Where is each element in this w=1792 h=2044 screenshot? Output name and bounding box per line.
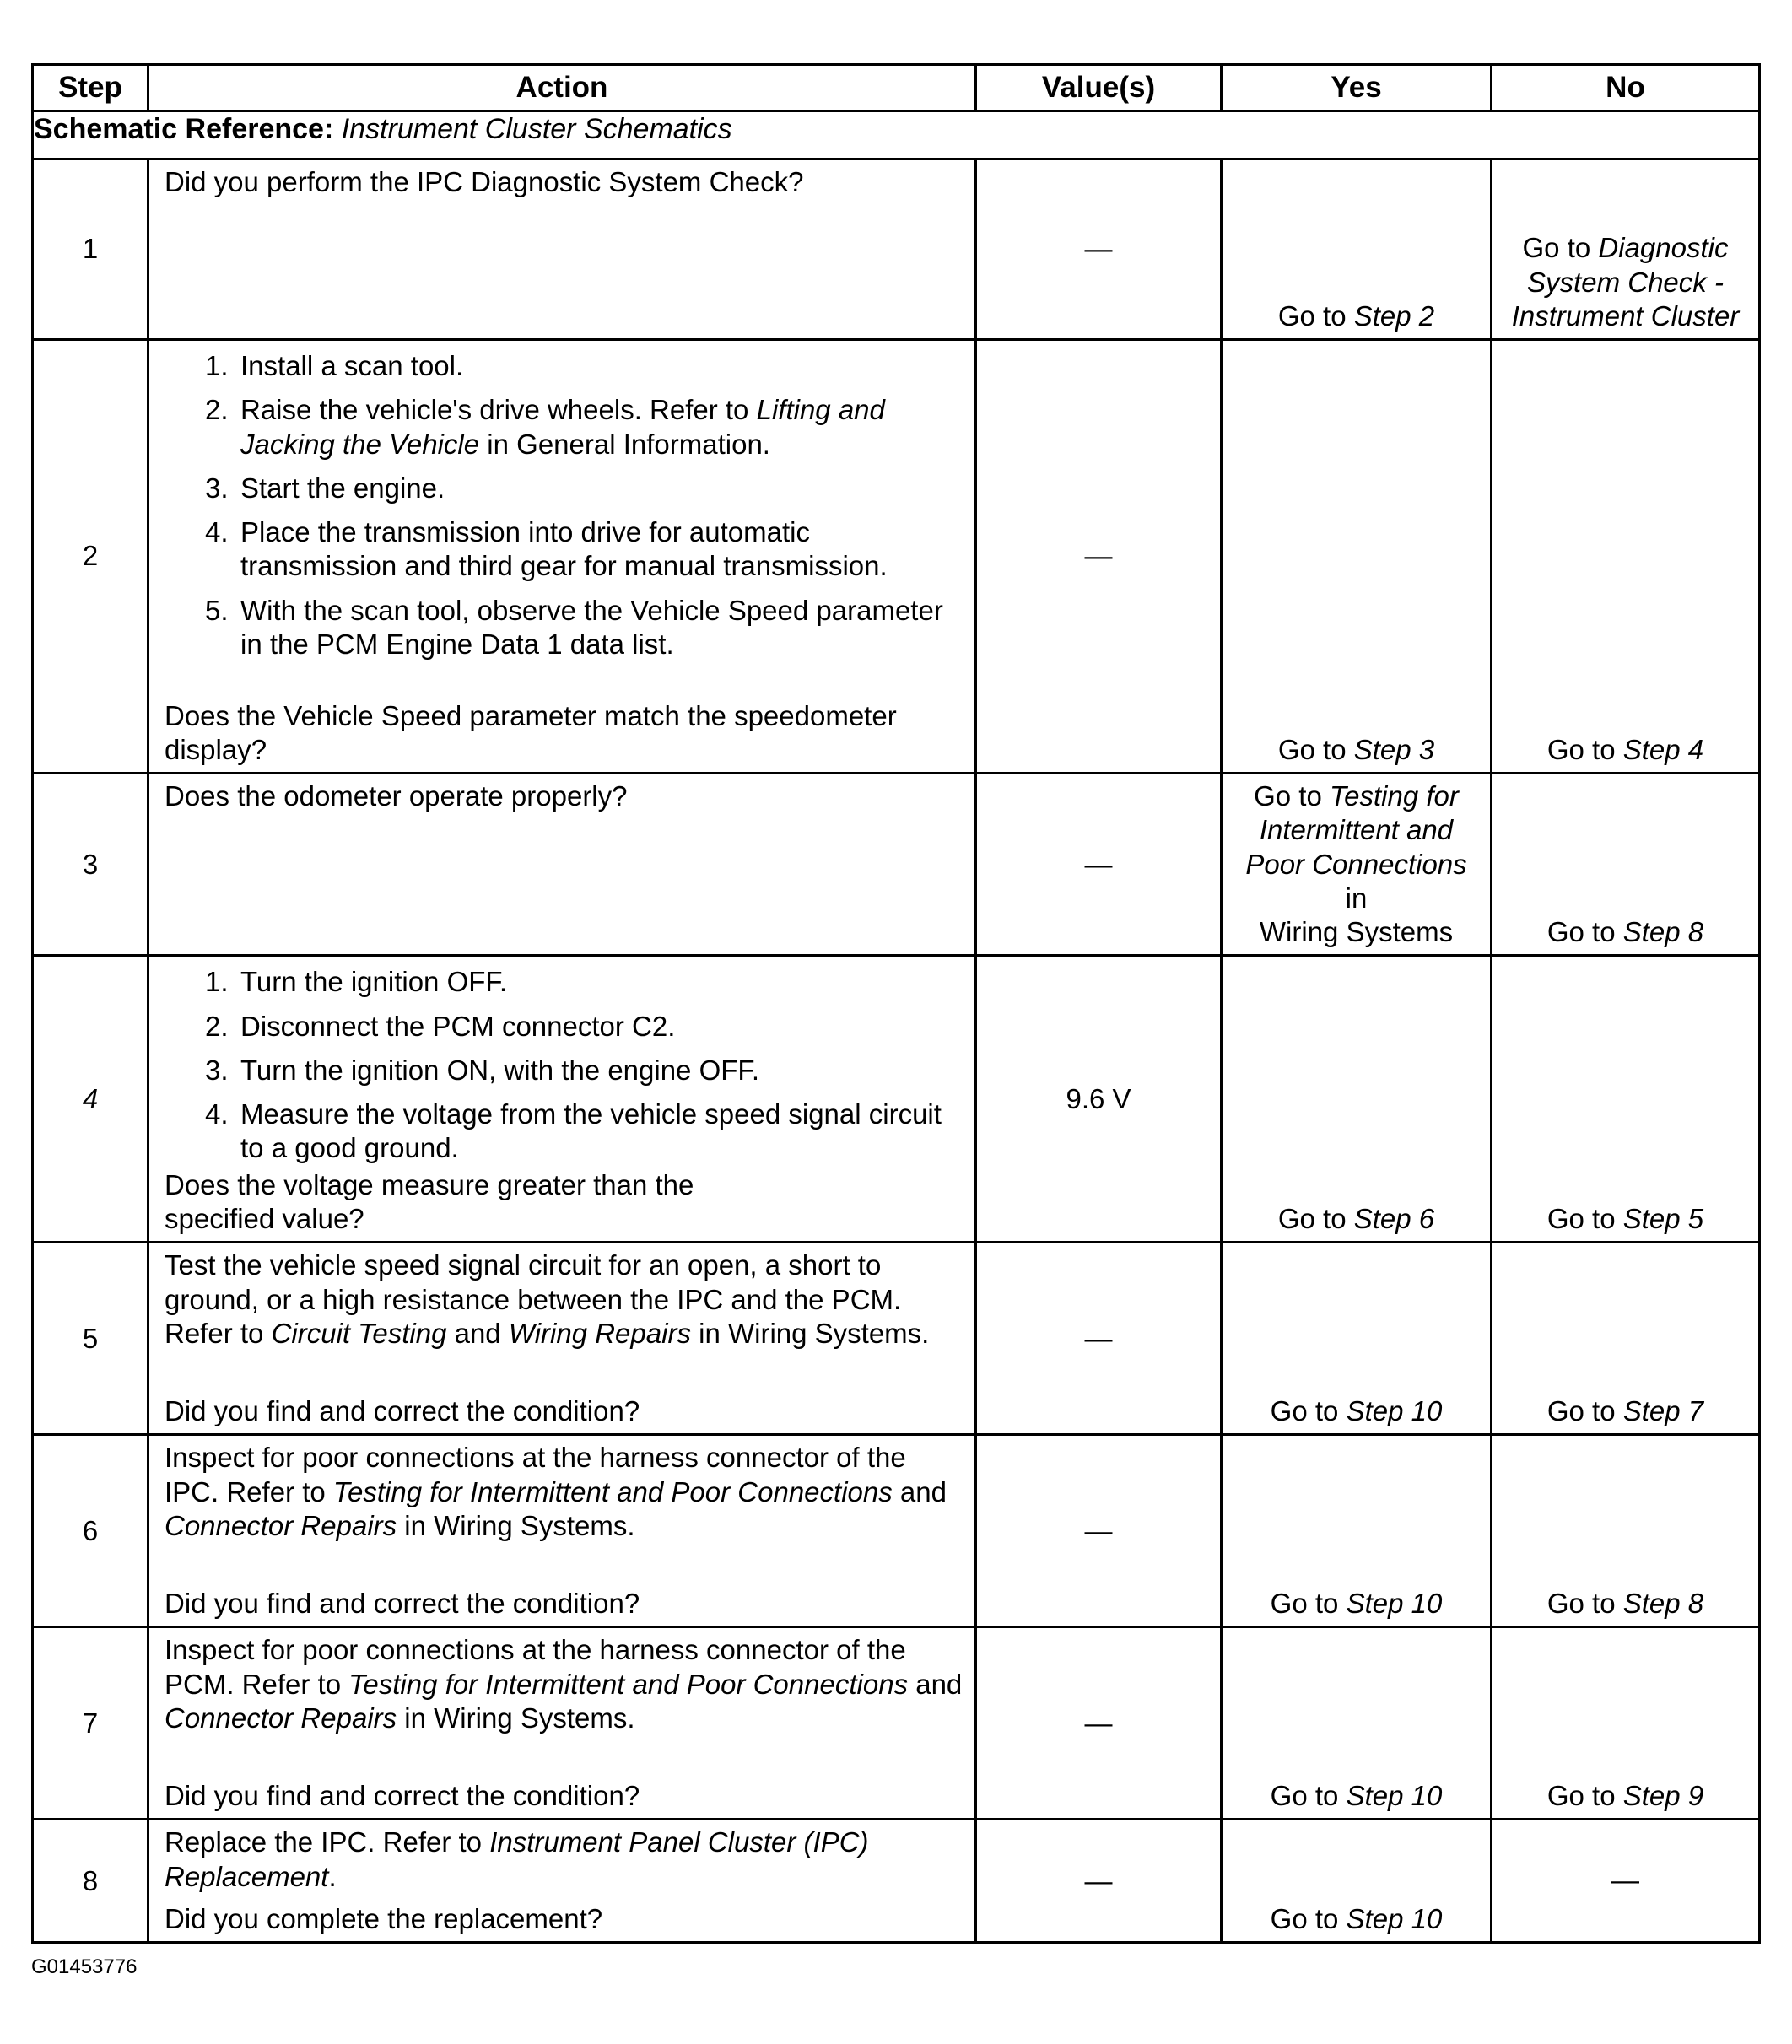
instruction-text: and — [892, 1475, 947, 1507]
yes-prefix: Go to — [1277, 1203, 1354, 1234]
list-item — [205, 965, 963, 999]
no-cell — [1492, 956, 1760, 1243]
value-cell: — — [976, 1627, 1222, 1820]
no-link[interactable]: Diagnostic System Check - Instrument Cluster — [1511, 232, 1740, 332]
item-number: 3. — [205, 1054, 229, 1086]
item-text: Disconnect the PCM connector C2. — [240, 1010, 676, 1042]
item-text-post: in General Information. — [479, 428, 770, 460]
action-instruction — [165, 1441, 963, 1543]
yes-cell — [1222, 1435, 1492, 1627]
item-number: 2. — [205, 1010, 229, 1042]
yes-link[interactable]: Step 10 — [1346, 1903, 1443, 1934]
action-question: Did you find and correct the condition? — [165, 1588, 640, 1619]
list-item — [205, 594, 963, 662]
item-text: Measure the voltage from the vehicle speed signal circuit to a good ground. — [240, 1098, 942, 1164]
yes-cell — [1222, 774, 1492, 956]
no-cell — [1492, 340, 1760, 774]
table-row — [33, 1243, 1760, 1435]
action-question: Does the odometer operate properly? — [165, 780, 628, 812]
diagnostic-table — [31, 63, 1761, 1944]
action-steps — [165, 965, 963, 1165]
yes-cell — [1222, 340, 1492, 774]
step-number: 5 — [33, 1243, 148, 1435]
instruction-reference-link[interactable]: Testing for Intermittent and Poor Connections — [348, 1668, 909, 1700]
item-number: 1. — [205, 350, 229, 381]
item-number: 5. — [205, 594, 229, 626]
table-row — [33, 956, 1760, 1243]
step-number: 7 — [33, 1627, 148, 1820]
value-cell: — — [976, 340, 1222, 774]
item-text: With the scan tool, observe the Vehicle Speed parameter in the PCM Engine Data 1 data list. — [240, 594, 943, 660]
item-reference-link[interactable]: Lifting and Jacking the Vehicle — [240, 394, 885, 460]
action-cell — [148, 159, 976, 340]
instruction-text: in Wiring Systems. — [397, 1509, 635, 1541]
instruction-text: in Wiring Systems. — [690, 1317, 930, 1349]
instruction-reference-link[interactable]: Testing for Intermittent and Poor Connections — [332, 1475, 893, 1507]
instruction-text: in Wiring Systems. — [397, 1702, 635, 1734]
action-steps — [165, 349, 963, 661]
no-link[interactable]: Step 4 — [1622, 733, 1704, 765]
yes-link[interactable]: Testing for Intermittent and Poor Connections — [1245, 780, 1467, 880]
list-item — [205, 393, 963, 461]
list-item — [205, 349, 963, 383]
action-cell — [148, 340, 976, 774]
instruction-reference-link[interactable]: Instrument Panel Cluster (IPC) Replacement — [165, 1826, 869, 1892]
table-row — [33, 1820, 1760, 1943]
no-prefix: Go to — [1546, 1203, 1623, 1234]
schematic-reference-label: Schematic Reference: — [34, 113, 334, 145]
action-cell — [148, 1627, 976, 1820]
yes-prefix: Go to — [1270, 1588, 1347, 1619]
instruction-reference-link[interactable]: Connector Repairs — [165, 1509, 397, 1541]
yes-link[interactable]: Step 2 — [1353, 299, 1435, 332]
action-cell — [148, 1435, 976, 1627]
action-question: Does the voltage measure greater than the specified value? — [165, 1168, 694, 1234]
action-cell — [148, 774, 976, 956]
no-prefix: Go to — [1546, 916, 1623, 947]
instruction-text: Replace the IPC. Refer to — [165, 1826, 490, 1858]
schematic-reference-link[interactable]: Instrument Cluster Schematics — [341, 113, 732, 145]
list-item — [205, 1054, 963, 1087]
header-yes: Yes — [1222, 65, 1492, 111]
instruction-reference-link[interactable]: Wiring Repairs — [508, 1317, 691, 1349]
action-question: Did you find and correct the condition? — [165, 1395, 640, 1426]
table-row — [33, 1627, 1760, 1820]
item-number: 3. — [205, 472, 229, 504]
table-row — [33, 1435, 1760, 1627]
instruction-reference-link[interactable]: Circuit Testing — [271, 1317, 447, 1349]
table-row — [33, 340, 1760, 774]
action-cell — [148, 1820, 976, 1943]
yes-prefix: Go to — [1270, 1903, 1347, 1934]
instruction-text: Inspect for poor connections at the harness connector of the IPC. Refer to — [165, 1442, 906, 1507]
yes-prefix: Go to — [1270, 1780, 1347, 1811]
no-link[interactable]: Step 9 — [1622, 1780, 1704, 1811]
yes-cell — [1222, 956, 1492, 1243]
instruction-text: and — [446, 1317, 509, 1349]
action-question: Did you perform the IPC Diagnostic System Check? — [165, 166, 804, 197]
table-row — [33, 159, 1760, 340]
yes-cell — [1222, 1820, 1492, 1943]
header-row — [33, 65, 1760, 111]
yes-link[interactable]: Step 3 — [1353, 733, 1435, 765]
instruction-text: Inspect for poor connections at the harness connector of the PCM. Refer to — [165, 1634, 906, 1700]
no-link[interactable]: Step 8 — [1622, 1588, 1704, 1619]
item-text: Install a scan tool. — [240, 350, 464, 381]
yes-connector: in — [1345, 882, 1368, 914]
action-question: Did you complete the replacement? — [165, 1903, 603, 1934]
list-item — [205, 1098, 963, 1166]
action-cell — [148, 956, 976, 1243]
list-item — [205, 1010, 963, 1044]
yes-cell — [1222, 159, 1492, 340]
action-instruction — [165, 1826, 963, 1894]
instruction-text: Test the vehicle speed signal circuit for an open, a short to ground, or a high resistance between the IPC and the PCM. Refer to — [165, 1249, 902, 1349]
yes-link[interactable]: Step 6 — [1353, 1203, 1435, 1234]
no-link[interactable]: Step 7 — [1622, 1395, 1704, 1426]
no-prefix: Go to — [1546, 733, 1623, 765]
figure-id: G01453776 — [31, 1955, 138, 1978]
action-question: Does the Vehicle Speed parameter match the speedometer display? — [165, 699, 897, 765]
yes-link[interactable]: Step 10 — [1346, 1395, 1443, 1426]
value-cell: — — [976, 774, 1222, 956]
no-prefix: Go to — [1546, 1780, 1623, 1811]
item-text: Place the transmission into drive for automatic transmission and third gear for manual transmission. — [240, 516, 888, 582]
yes-cell — [1222, 1243, 1492, 1435]
item-number: 4. — [205, 1098, 229, 1130]
instruction-reference-link[interactable]: Connector Repairs — [165, 1702, 397, 1734]
yes-cell — [1222, 1627, 1492, 1820]
action-instruction — [165, 1633, 963, 1735]
item-text: Turn the ignition OFF. — [240, 966, 508, 998]
value-cell: — — [976, 1820, 1222, 1943]
yes-link[interactable]: Step 10 — [1346, 1780, 1443, 1811]
step-number: 8 — [33, 1820, 148, 1943]
no-prefix: Go to — [1546, 1588, 1623, 1619]
no-cell — [1492, 1627, 1760, 1820]
item-number: 4. — [205, 516, 229, 547]
action-question: Did you find and correct the condition? — [165, 1780, 640, 1811]
yes-suffix: Wiring Systems — [1259, 916, 1454, 947]
header-no: No — [1492, 65, 1760, 111]
no-link[interactable]: Step 8 — [1622, 916, 1704, 947]
no-link[interactable]: Step 5 — [1622, 1203, 1704, 1234]
item-text: Start the engine. — [240, 472, 445, 504]
no-cell: — — [1492, 1820, 1760, 1943]
item-text-pre: Raise the vehicle's drive wheels. Refer to — [240, 394, 757, 426]
header-action: Action — [148, 65, 976, 111]
no-cell — [1492, 1435, 1760, 1627]
table-row — [33, 774, 1760, 956]
action-instruction — [165, 1249, 963, 1351]
step-number: 3 — [33, 774, 148, 956]
schematic-reference-row — [33, 111, 1760, 159]
header-values: Value(s) — [976, 65, 1222, 111]
value-cell: — — [976, 1243, 1222, 1435]
value-cell: 9.6 V — [976, 956, 1222, 1243]
yes-prefix: Go to — [1254, 780, 1330, 812]
yes-prefix: Go to — [1270, 1395, 1347, 1426]
no-cell — [1492, 159, 1760, 340]
instruction-text: and — [908, 1668, 963, 1700]
no-prefix: Go to — [1522, 232, 1599, 264]
instruction-text: . — [328, 1860, 337, 1892]
value-cell: — — [976, 159, 1222, 340]
schematic-reference — [33, 111, 1760, 159]
yes-prefix: Go to — [1277, 299, 1354, 332]
step-number: 1 — [33, 159, 148, 340]
item-number: 1. — [205, 966, 229, 998]
header-step: Step — [33, 65, 148, 111]
step-number: 2 — [33, 340, 148, 774]
item-text: Turn the ignition ON, with the engine OFF. — [240, 1054, 760, 1086]
no-cell — [1492, 1243, 1760, 1435]
yes-prefix: Go to — [1277, 733, 1354, 765]
step-number: 4 — [33, 956, 148, 1243]
yes-link[interactable]: Step 10 — [1346, 1588, 1443, 1619]
list-item — [205, 515, 963, 584]
value-cell: — — [976, 1435, 1222, 1627]
step-number: 6 — [33, 1435, 148, 1627]
action-cell — [148, 1243, 976, 1435]
item-number: 2. — [205, 394, 229, 426]
no-prefix: Go to — [1546, 1395, 1623, 1426]
list-item — [205, 472, 963, 505]
item-text — [240, 393, 963, 461]
no-cell — [1492, 774, 1760, 956]
